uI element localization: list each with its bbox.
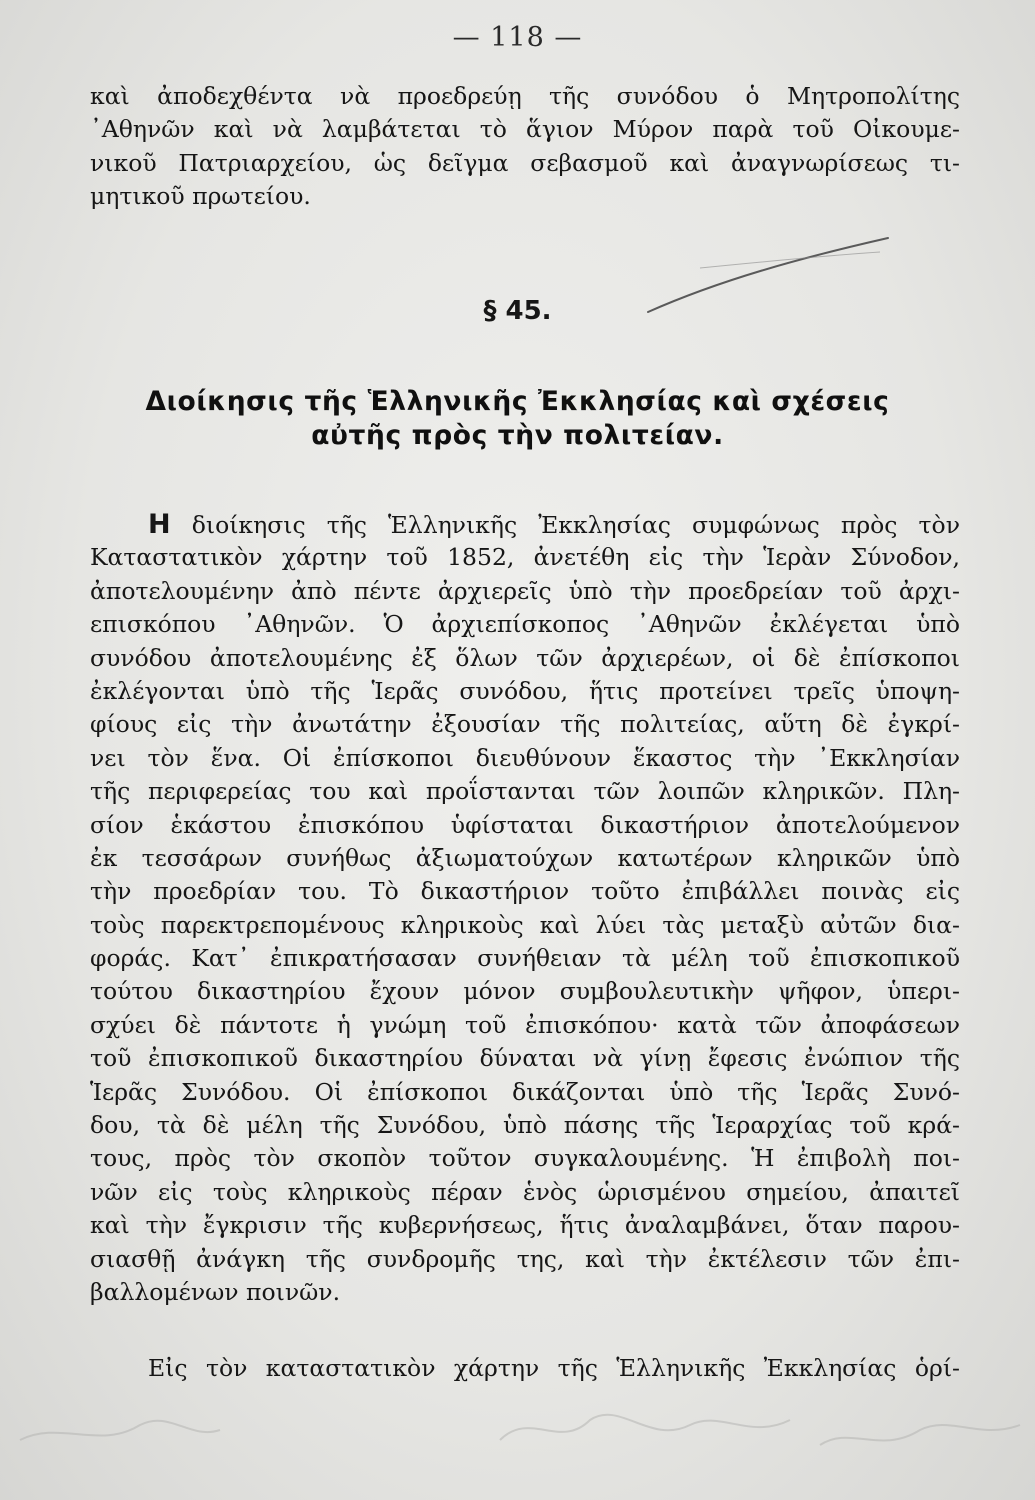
section-title-line-2: αὐτῆς πρὸς τὴν πολιτείαν. — [311, 420, 724, 451]
text-line: νῶν εἰς τοὺς κληρικοὺς πέραν ἑνὸς ὡρισμένου σημείου, ἀπαιτεῖ — [90, 1177, 960, 1206]
text-line: φίους εἰς τὴν ἀνωτάτην ἐξουσίαν τῆς πολιτείας, αὕτη δὲ ἐγκρί- — [90, 710, 960, 739]
main-paragraph — [90, 508, 960, 1309]
text-line: τοὺς παρεκτρεπομένους κληρικοὺς καὶ λύει τὰς μεταξὺ αὐτῶν δια- — [90, 910, 960, 939]
text-line: Ἱερᾶς Συνόδου. Οἱ ἐπίσκοποι δικάζονται ὑπὸ τῆς Ἱερᾶς Συνό- — [90, 1077, 960, 1106]
text-line: νικοῦ Πατριαρχείου, ὡς δεῖγμα σεβασμοῦ καὶ ἀναγνωρίσεως τι- — [90, 148, 960, 177]
text-line: δου, τὰ δὲ μέλη τῆς Συνόδου, ὑπὸ πάσης τῆς Ἱεραρχίας τοῦ κρά- — [90, 1111, 960, 1140]
text-line: Καταστατικὸν χάρτην τοῦ 1852, ἀνετέθη εἰς τὴν Ἱερὰν Σύνοδον, — [90, 543, 960, 572]
text-line: τοῦ ἐπισκοπικοῦ δικαστηρίου δύναται νὰ γίνῃ ἔφεσις ἐνώπιον τῆς — [90, 1044, 960, 1073]
text-line: φοράς. Κατ᾿ ἐπικρατήσασαν συνήθειαν τὰ μέλη τοῦ ἐπισκοπικοῦ — [90, 944, 960, 973]
text-line-first — [90, 508, 960, 541]
text-line: καὶ ἀποδεχθέντα νὰ προεδρεύῃ τῆς συνόδου ὁ Μητροπολίτης — [90, 82, 960, 110]
text-line: βαλλομένων ποινῶν. — [90, 1277, 341, 1306]
text-line: ἐκ τεσσάρων συνήθως ἀξιωματούχων κατωτέρων κληρικῶν ὑπὸ — [90, 843, 960, 872]
text-line: τούτου δικαστηρίου ἔχουν μόνον συμβουλευτικὴν ψῆφον, ὑπερι- — [90, 977, 960, 1006]
text-line: τους, πρὸς τὸν σκοπὸν τοῦτον συγκαλουμένης. Ἡ ἐπιβολὴ ποι- — [90, 1144, 960, 1173]
initial-letter: Η — [148, 509, 171, 540]
text-line: ᾿Αθηνῶν καὶ νὰ λαμβάτεται τὸ ἅγιον Μύρον παρὰ τοῦ Οἰκουμε- — [90, 115, 960, 144]
text-line: σιασθῇ ἀνάγκη τῆς συνδρομῆς της, καὶ τὴν ἐκτέλεσιν τῶν ἐπι- — [90, 1244, 960, 1273]
text-line: ἀποτελουμένην ἀπὸ πέντε ἀρχιερεῖς ὑπὸ τὴν προεδρείαν τοῦ ἀρχι- — [90, 576, 960, 605]
last-paragraph — [90, 1352, 960, 1385]
text-line: νει τὸν ἕνα. Οἱ ἐπίσκοποι διευθύνουν ἕκαστος τὴν ᾿Εκκλησίαν — [90, 743, 960, 772]
text-line: τῆς περιφερείας του καὶ προΐστανται τῶν λοιπῶν κληρικῶν. Πλη- — [90, 777, 960, 806]
text-line: Εἰς τὸν καταστατικὸν χάρτην τῆς Ἑλληνικῆς Ἐκκλησίας ὁρί- — [148, 1354, 960, 1382]
text-line: τὴν προεδρίαν του. Τὸ δικαστήριον τοῦτο ἐπιβάλλει ποινὰς εἰς — [90, 877, 960, 906]
text-line: μητικοῦ πρωτείου. — [90, 182, 311, 211]
page-number: — 118 — — [452, 22, 583, 53]
text-line: καὶ τὴν ἔγκρισιν τῆς κυβερνήσεως, ἥτις ἀναλαμβάνει, ὅταν παρου- — [90, 1211, 960, 1240]
section-number: § 45. — [483, 296, 552, 326]
text-line: σίον ἑκάστου ἐπισκόπου ὑφίσταται δικαστήριον ἀποτελούμενον — [90, 810, 960, 839]
text-line: ἐκλέγονται ὑπὸ τῆς Ἱερᾶς συνόδου, ἥτις προτείνει τρεῖς ὑποψη- — [90, 676, 960, 705]
text-line: συνόδου ἀποτελουμένης ἐξ ὅλων τῶν ἀρχιερέων, οἱ δὲ ἐπίσκοποι — [90, 643, 960, 672]
section-title-line-1: Διοίκησις τῆς Ἑλληνικῆς Ἐκκλησίας καὶ σχέσεις — [145, 386, 890, 417]
text-line: σχύει δὲ πάντοτε ἡ γνώμη τοῦ ἐπισκόπου· κατὰ τῶν ἀποφάσεων — [90, 1010, 960, 1039]
text-line: επισκόπου ᾿Αθηνῶν. Ὁ ἀρχιεπίσκοπος ᾿Αθηνῶν ἐκλέγεται ὑπὸ — [90, 610, 960, 639]
first-line-text: διοίκησις τῆς Ἑλληνικῆς Ἐκκλησίας συμφώνως πρὸς τὸν — [170, 511, 960, 539]
top-paragraph — [90, 80, 960, 214]
